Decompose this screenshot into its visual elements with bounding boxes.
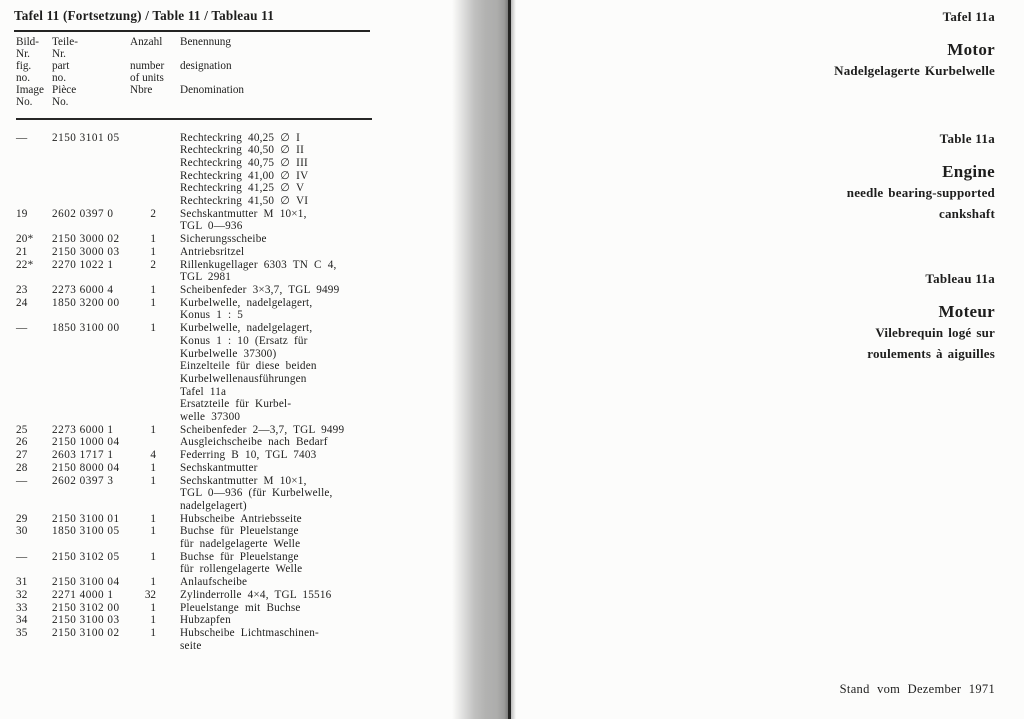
right-page <box>540 0 1024 719</box>
quantity: 1 <box>150 296 156 309</box>
designation-line: Buchse für Pleuelstange <box>180 525 299 538</box>
fig-number: 22* <box>16 258 34 271</box>
section-german <box>834 9 995 80</box>
quantity: 1 <box>150 614 156 627</box>
designation <box>180 513 440 526</box>
designation-line: Anlaufscheibe <box>180 576 248 589</box>
header-fig-col <box>16 61 52 84</box>
designation <box>180 259 440 284</box>
part-number: 2150 8000 04 <box>52 461 120 474</box>
header-part-col-label: no. <box>52 71 66 84</box>
table-row <box>16 436 440 449</box>
designation-line: Kurbelwelle, nadelgelagert, <box>180 296 313 309</box>
designation-line: für nadelgelagerte Welle <box>180 538 301 551</box>
designation-line: Kurbelwelle, nadelgelagert, <box>180 322 313 335</box>
designation-line: Hubscheibe Antriebsseite <box>180 512 302 525</box>
page-title: Tafel 11 (Fortsetzung) / Table 11 / Tableau 11 <box>14 8 275 23</box>
designation-line: Rillenkugellager 6303 TN C 4, <box>180 258 337 271</box>
heading-german: Motor <box>947 40 995 59</box>
gutter-highlight <box>511 0 516 719</box>
quantity: 1 <box>150 601 156 614</box>
fig-number: 23 <box>16 284 28 296</box>
fig-number: — <box>16 474 28 487</box>
header-part-col <box>52 85 130 108</box>
header-part-col <box>52 37 130 60</box>
quantity: 1 <box>150 576 156 589</box>
header-group <box>16 61 372 84</box>
designation-line: TGL 0—936 <box>180 220 243 233</box>
quantity: 1 <box>150 474 156 487</box>
designation-line: Konus 1 : 10 (Ersatz für <box>180 334 308 347</box>
quantity: 1 <box>150 245 156 258</box>
fig-number: — <box>16 550 28 563</box>
part-number: 2150 3100 02 <box>52 626 120 639</box>
subtitle-french-line1: Vilebrequin logé sur <box>875 325 995 340</box>
part-number: 2602 0397 0 <box>52 207 114 220</box>
designation-line: Kurbelwellenausführungen <box>180 372 307 385</box>
part-number: 1850 3200 00 <box>52 296 120 309</box>
header-qty-col-label: number <box>130 60 165 73</box>
designation-line: Ersatzteile für Kurbel- <box>180 398 292 411</box>
header-group <box>16 37 372 60</box>
part-number: 2150 3102 00 <box>52 601 120 614</box>
table-row <box>16 246 440 259</box>
header-designation-col-label: Benennung <box>180 36 231 48</box>
header-fig-col <box>16 37 52 60</box>
designation-line: Rechteckring 41,50 ∅ VI <box>180 195 309 208</box>
header-fig-col-label: No. <box>16 95 33 108</box>
part-number: 2150 3000 02 <box>52 233 120 246</box>
designation-line: Konus 1 : 5 <box>180 309 244 322</box>
part-number: 2602 0397 3 <box>52 474 114 487</box>
header-designation-col <box>180 61 372 84</box>
part-number: 2150 3102 05 <box>52 550 120 563</box>
table-row <box>16 602 440 615</box>
designation-line: welle 37300 <box>180 411 241 424</box>
quantity: 32 <box>144 588 156 601</box>
part-number: 2273 6000 4 <box>52 284 114 296</box>
designation-line: für rollengelagerte Welle <box>180 563 303 576</box>
designation-line: Rechteckring 40,25 ∅ I <box>180 131 301 144</box>
header-designation-col <box>180 37 372 60</box>
book-gutter-shadow <box>452 0 508 719</box>
header-designation-col-label: Denomination <box>180 84 245 97</box>
designation-line: Rechteckring 40,50 ∅ II <box>180 144 305 157</box>
designation-line: Antriebsritzel <box>180 245 245 258</box>
title-block <box>14 8 370 32</box>
quantity: 1 <box>150 461 156 474</box>
header-part-col-label: Teile- <box>52 36 78 48</box>
header-part-col-label: No. <box>52 95 69 108</box>
header-designation-col-label: designation <box>180 60 232 73</box>
fig-number: 21 <box>16 245 28 258</box>
designation-line: Tafel 11a <box>180 385 227 398</box>
fig-number: 30 <box>16 525 28 538</box>
part-number: 2150 3100 01 <box>52 512 120 525</box>
fig-number: 25 <box>16 423 28 436</box>
revision-date: Stand vom Dezember 1971 <box>839 682 995 696</box>
header-part-col-label: Pièce <box>52 84 77 97</box>
header-part-col-label: part <box>52 60 70 73</box>
subtitle-french-line2: roulements à aiguilles <box>867 346 995 361</box>
designation <box>180 246 440 259</box>
designation-line: Rechteckring 41,25 ∅ V <box>180 182 305 195</box>
designation-line: Federring B 10, TGL 7403 <box>180 449 317 462</box>
part-number: 2603 1717 1 <box>52 449 114 462</box>
designation-line: Sechskantmutter M 10×1, <box>180 207 307 220</box>
table-row <box>16 513 440 526</box>
subtitle-german: Nadelgelagerte Kurbelwelle <box>834 63 995 78</box>
header-group <box>16 85 372 108</box>
table-row <box>16 475 440 513</box>
table-row <box>16 322 440 424</box>
quantity: 1 <box>150 322 156 335</box>
designation <box>180 233 440 246</box>
part-number: 2150 3101 05 <box>52 131 120 144</box>
table-row <box>16 233 440 246</box>
header-qty-col-label: Nbre <box>130 84 153 97</box>
fig-number: — <box>16 322 28 335</box>
table-row <box>16 627 440 652</box>
part-number: 2271 4000 1 <box>52 588 114 601</box>
designation <box>180 525 440 550</box>
left-page <box>0 0 452 652</box>
quantity: 1 <box>150 423 156 436</box>
table-ref-english: Table 11a <box>939 131 995 146</box>
header-fig-col-label: Bild- <box>16 36 39 48</box>
designation <box>180 208 440 233</box>
fig-number: 20* <box>16 233 34 246</box>
designation <box>180 475 440 513</box>
designation <box>180 627 440 652</box>
designation-line: Hubzapfen <box>180 614 231 627</box>
designation-line: TGL 0—936 (für Kurbelwelle, <box>180 487 333 500</box>
header-qty-col <box>130 61 180 84</box>
table-row <box>16 551 440 576</box>
section-french <box>867 271 995 363</box>
part-number: 2270 1022 1 <box>52 258 114 271</box>
part-number: 1850 3100 00 <box>52 322 120 335</box>
quantity <box>130 132 180 208</box>
header-fig-col-label: no. <box>16 71 30 84</box>
table-row <box>16 589 440 602</box>
table-row <box>16 284 440 297</box>
section-english <box>847 131 995 223</box>
fig-number: 27 <box>16 449 28 462</box>
part-number: 1850 3100 05 <box>52 525 120 538</box>
part-number: 2273 6000 1 <box>52 423 114 436</box>
designation-line: TGL 2981 <box>180 271 232 284</box>
designation-line: Zylinderrolle 4×4, TGL 15516 <box>180 588 332 601</box>
fig-number: 33 <box>16 601 28 614</box>
table-row <box>16 208 440 233</box>
designation-line: Ausgleichscheibe nach Bedarf <box>180 436 328 449</box>
quantity: 1 <box>150 626 156 639</box>
header-qty-col-label: Anzahl <box>130 36 163 48</box>
designation-line: Hubscheibe Lichtmaschinen- <box>180 626 319 639</box>
designation <box>180 551 440 576</box>
designation <box>180 602 440 615</box>
designation <box>180 436 440 449</box>
designation <box>180 284 440 297</box>
table-row <box>16 449 440 462</box>
part-number: 2150 3100 03 <box>52 614 120 627</box>
designation-line: nadelgelagert) <box>180 499 247 512</box>
table-row <box>16 259 440 284</box>
designation-line: Sicherungsscheibe <box>180 233 267 246</box>
designation <box>180 449 440 462</box>
designation-line: seite <box>180 639 202 652</box>
quantity <box>130 436 180 449</box>
subtitle-english-line2: cankshaft <box>939 206 995 221</box>
header-fig-col-label: Image <box>16 84 44 97</box>
quantity: 4 <box>150 449 156 462</box>
subtitle-english-line1: needle bearing-supported <box>846 185 995 200</box>
fig-number: 26 <box>16 436 28 449</box>
table-row <box>16 576 440 589</box>
designation <box>180 614 440 627</box>
designation <box>180 322 440 424</box>
designation <box>180 589 440 602</box>
header-part-col-label: Nr. <box>52 47 66 60</box>
designation <box>180 424 440 437</box>
header-fig-col-label: Nr. <box>16 47 30 60</box>
fig-number: 29 <box>16 512 28 525</box>
table-row <box>16 525 440 550</box>
table-ref-german: Tafel 11a <box>942 9 995 24</box>
fig-number: — <box>16 131 28 144</box>
quantity: 1 <box>150 512 156 525</box>
designation-line: Rechteckring 40,75 ∅ III <box>180 156 308 169</box>
designation-line: Scheibenfeder 2—3,7, TGL 9499 <box>180 423 345 436</box>
designation-line: Buchse für Pleuelstange <box>180 550 299 563</box>
designation-line: Scheibenfeder 3×3,7, TGL 9499 <box>180 284 340 296</box>
designation-line: Einzelteile für diese beiden <box>180 360 317 373</box>
designation-line: Sechskantmutter <box>180 461 258 474</box>
part-number: 2150 3000 03 <box>52 245 120 258</box>
header-fig-col <box>16 85 52 108</box>
fig-number: 32 <box>16 588 28 601</box>
header-designation-col <box>180 85 372 108</box>
table-row <box>16 297 440 322</box>
fig-number: 31 <box>16 576 28 589</box>
designation <box>180 462 440 475</box>
designation-line: Pleuelstange mit Buchse <box>180 601 301 614</box>
part-number: 2150 3100 04 <box>52 576 120 589</box>
heading-english: Engine <box>942 162 995 181</box>
fig-number: 35 <box>16 626 28 639</box>
fig-number: 19 <box>16 207 28 220</box>
designation <box>180 576 440 589</box>
table-row <box>16 614 440 627</box>
table-row <box>16 462 440 475</box>
header-fig-col-label: fig. <box>16 60 32 73</box>
quantity: 1 <box>150 233 156 246</box>
designation-line: Rechteckring 41,00 ∅ IV <box>180 169 309 182</box>
table-row <box>16 132 440 208</box>
quantity: 1 <box>150 550 156 563</box>
fig-number: 24 <box>16 296 28 309</box>
heading-french: Moteur <box>938 302 995 321</box>
quantity: 1 <box>150 525 156 538</box>
fig-number: 34 <box>16 614 28 627</box>
header-part-col <box>52 61 130 84</box>
parts-table <box>16 132 440 653</box>
header-qty-col <box>130 37 180 60</box>
fig-number: 28 <box>16 461 28 474</box>
designation-line: Sechskantmutter M 10×1, <box>180 474 307 487</box>
quantity: 2 <box>150 258 156 271</box>
part-number: 2150 1000 04 <box>52 436 120 449</box>
table-row <box>16 424 440 437</box>
designation-line: Kurbelwelle 37300) <box>180 347 277 360</box>
table-ref-french: Tableau 11a <box>925 271 995 286</box>
header-qty-col-label: of units <box>130 71 164 84</box>
designation <box>180 132 440 208</box>
header-qty-col <box>130 85 180 108</box>
quantity: 1 <box>150 284 156 296</box>
quantity: 2 <box>150 207 156 220</box>
designation <box>180 297 440 322</box>
table-header <box>16 37 372 120</box>
